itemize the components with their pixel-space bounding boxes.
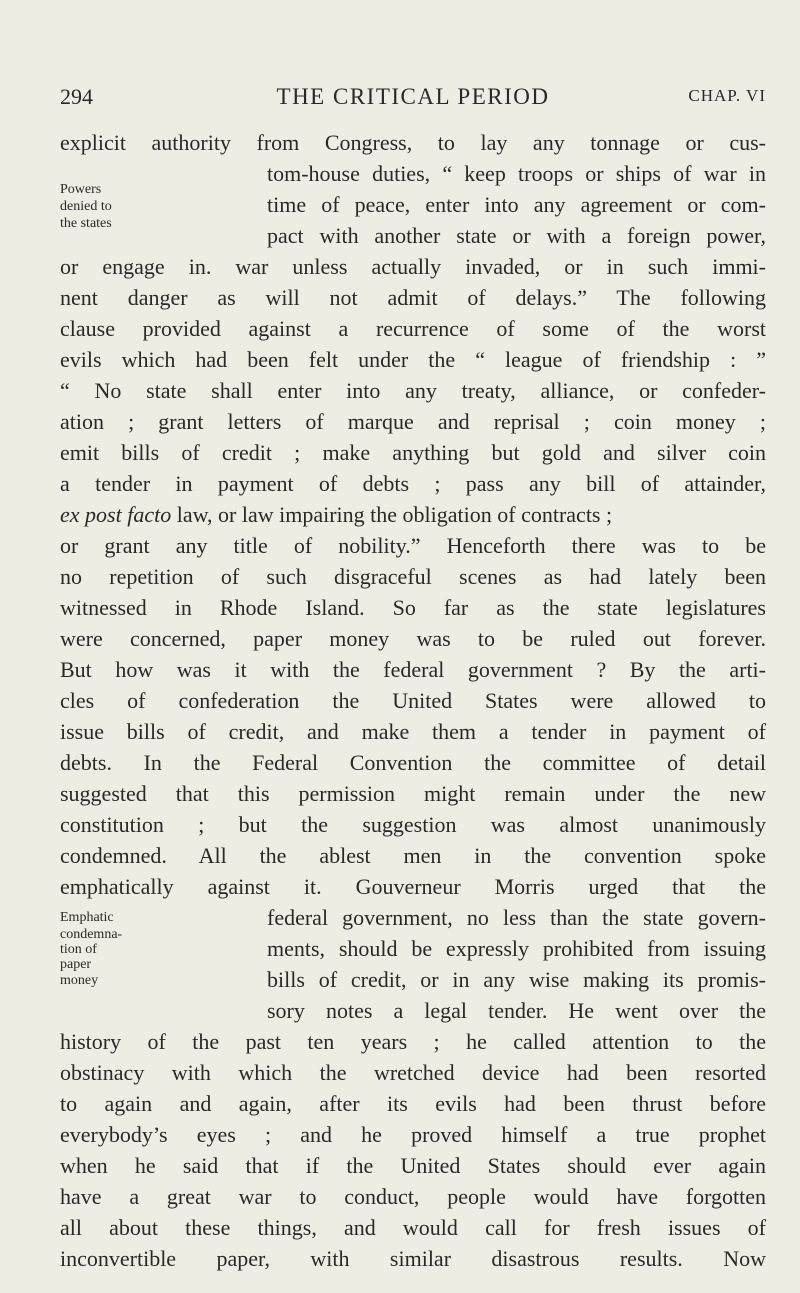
margin-note-line: paper bbox=[60, 957, 92, 972]
text-line: or engage in. war unless actually invaded, or in such immi- bbox=[60, 254, 766, 279]
italic-phrase: ex post facto bbox=[60, 502, 172, 527]
text-line: a tender in payment of debts ; pass any bill of attainder, bbox=[60, 471, 766, 496]
text-line: evils which had been felt under the “ league of friendship : ” bbox=[60, 347, 766, 372]
text-line: ation ; grant letters of marque and reprisal ; coin money ; bbox=[60, 409, 766, 434]
text-line: to again and again, after its evils had been thrust before bbox=[60, 1091, 766, 1116]
text-line: emphatically against it. Gouverneur Morris urged that the bbox=[60, 874, 766, 899]
text-line: federal government, no less than the state govern- bbox=[267, 905, 766, 930]
text-line: inconvertible paper, with similar disastrous results. Now bbox=[60, 1246, 766, 1271]
text-line: constitution ; but the suggestion was almost unanimously bbox=[60, 812, 766, 837]
text-line: time of peace, enter into any agreement or com- bbox=[267, 192, 766, 217]
text-line: were concerned, paper money was to be ruled out forever. bbox=[60, 626, 766, 651]
text-line: emit bills of credit ; make anything but gold and silver coin bbox=[60, 440, 766, 465]
text-line: pact with another state or with a foreign power, bbox=[267, 223, 766, 248]
text-line: explicit authority from Congress, to lay any tonnage or cus- bbox=[60, 130, 766, 155]
margin-note-line: Emphatic bbox=[60, 910, 114, 925]
text-line: issue bills of credit, and make them a tender in payment of bbox=[60, 719, 766, 744]
chapter-label: CHAP. VI bbox=[688, 86, 766, 105]
text-line: nent danger as will not admit of delays.” The following bbox=[60, 285, 766, 310]
text-line bbox=[60, 500, 766, 530]
text-line: clause provided against a recurrence of some of the worst bbox=[60, 316, 766, 341]
text-line: everybody’s eyes ; and he proved himself a true prophet bbox=[60, 1122, 766, 1147]
text-line: when he said that if the United States should ever again bbox=[60, 1153, 766, 1178]
text-line: witnessed in Rhode Island. So far as the state legislatures bbox=[60, 595, 766, 620]
text-line: ments, should be expressly prohibited from issuing bbox=[267, 936, 766, 961]
margin-note-line: the states bbox=[60, 216, 112, 231]
text-line: or grant any title of nobility.” Henceforth there was to be bbox=[60, 533, 766, 558]
text-line: debts. In the Federal Convention the committee of detail bbox=[60, 750, 766, 775]
text-line: all about these things, and would call for fresh issues of bbox=[60, 1215, 766, 1240]
text-line: But how was it with the federal government ? By the arti- bbox=[60, 657, 766, 682]
text-line: obstinacy with which the wretched device had been resorted bbox=[60, 1060, 766, 1085]
running-header bbox=[60, 84, 766, 114]
text-line: suggested that this permission might remain under the new bbox=[60, 781, 766, 806]
running-title: THE CRITICAL PERIOD bbox=[276, 84, 550, 109]
text-line: bills of credit, or in any wise making its promis- bbox=[267, 967, 766, 992]
text-segment: law, or law impairing the obligation of contracts ; bbox=[176, 502, 613, 527]
page-number: 294 bbox=[60, 84, 93, 109]
text-line: tom-house duties, “ keep troops or ships of war in bbox=[267, 161, 766, 186]
margin-note-line: tion of bbox=[60, 942, 97, 957]
text-line: have a great war to conduct, people would have forgotten bbox=[60, 1184, 766, 1209]
text-line: no repetition of such disgraceful scenes as had lately been bbox=[60, 564, 766, 589]
text-line: “ No state shall enter into any treaty, alliance, or confeder- bbox=[60, 378, 766, 403]
text-line: sory notes a legal tender. He went over the bbox=[267, 998, 766, 1023]
text-line: condemned. All the ablest men in the convention spoke bbox=[60, 843, 766, 868]
text-line: history of the past ten years ; he called attention to the bbox=[60, 1029, 766, 1054]
text-line: cles of confederation the United States were allowed to bbox=[60, 688, 766, 713]
margin-note-line: condemna- bbox=[60, 927, 123, 942]
margin-note-line: Powers bbox=[60, 182, 102, 197]
margin-note-line: denied to bbox=[60, 199, 112, 214]
margin-note-line: money bbox=[60, 973, 99, 988]
